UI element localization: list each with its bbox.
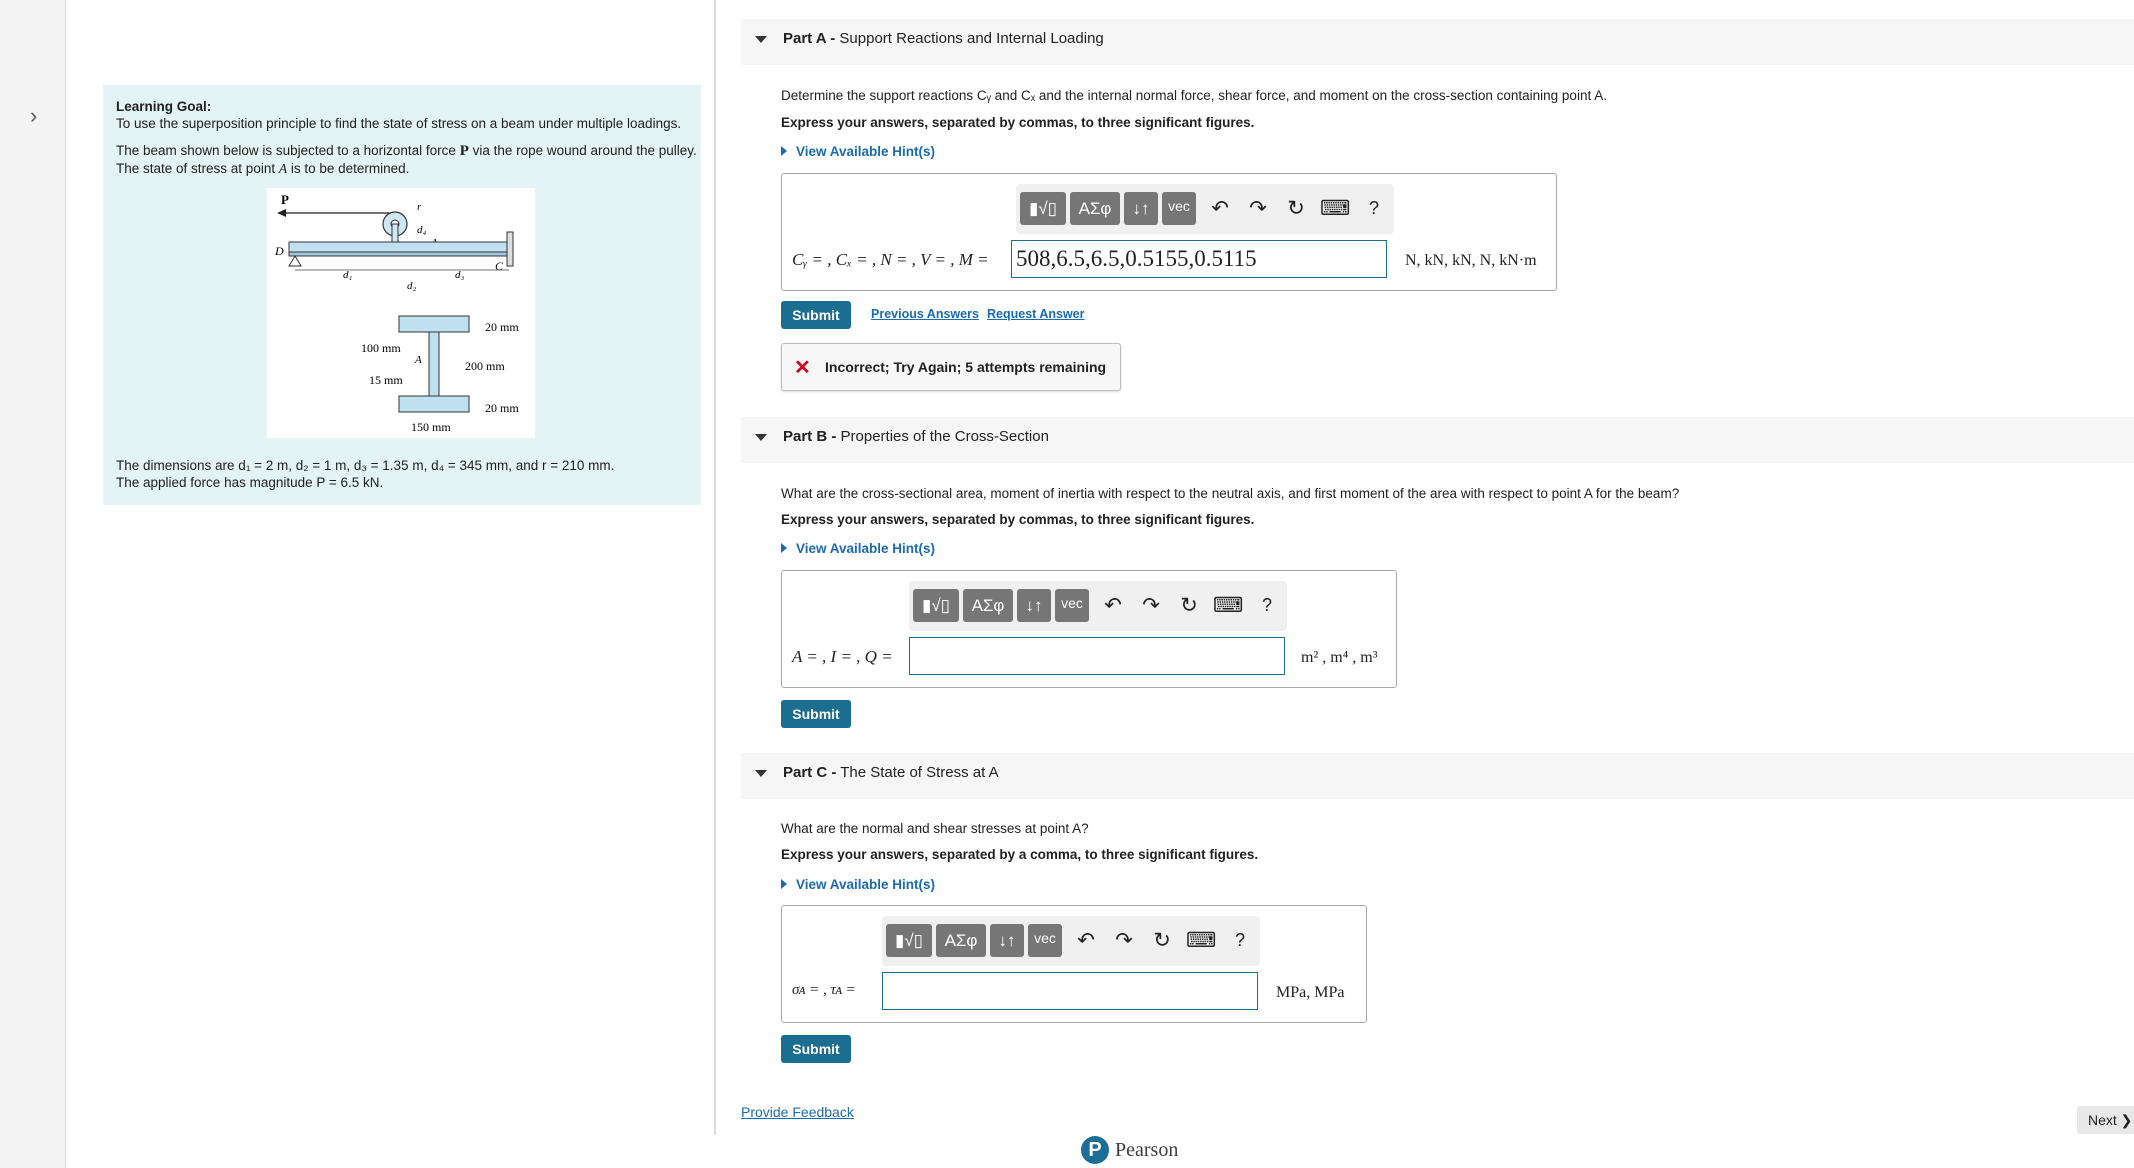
keyboard-icon[interactable]: ⌨ — [1320, 197, 1351, 220]
undo-icon[interactable]: ↶ — [1211, 197, 1229, 220]
reset-icon[interactable]: ↻ — [1287, 197, 1305, 220]
label-d: D — [275, 244, 284, 258]
help-icon[interactable]: ? — [1368, 198, 1379, 218]
left-rail — [0, 0, 66, 1168]
part-a-label: Part A - — [783, 30, 836, 47]
dim-web: 15 mm — [369, 373, 403, 387]
reset-icon[interactable]: ↻ — [1153, 929, 1171, 952]
part-a-title-text: Support Reactions and Internal Loading — [839, 30, 1104, 47]
dim-web-height: 200 mm — [465, 359, 505, 373]
beam-flange — [289, 252, 507, 256]
part-c-label: Part C - — [783, 764, 837, 781]
keyboard-icon[interactable]: ⌨ — [1186, 929, 1217, 952]
part-a-title — [783, 30, 1104, 47]
math-toolbar — [1016, 184, 1394, 234]
pearson-name: Pearson — [1115, 1139, 1179, 1161]
vector-button[interactable]: vec — [1028, 924, 1062, 957]
dims-line-1: The dimensions are d₁ = 2 m, d₂ = 1 m, d₃ = 1.35 m, d₄ = 345 mm, and r = 210 mm. — [116, 458, 615, 473]
math-toolbar — [882, 916, 1260, 966]
part-a-equation-label: Cᵧ = , Cₓ = , N = , V = , M = — [792, 250, 989, 269]
label-a-section: A — [415, 354, 422, 366]
greek-symbols-button[interactable]: ΑΣφ — [1070, 192, 1120, 225]
beam-description — [116, 142, 697, 177]
part-c-units: MPa, MPa — [1276, 984, 1345, 1001]
force-symbol: P — [459, 143, 469, 159]
part-c-submit-button[interactable]: Submit — [781, 1035, 851, 1063]
part-b-units: m² , m⁴ , m³ — [1301, 649, 1378, 666]
part-a-feedback — [781, 343, 1121, 391]
hint-caret-icon — [781, 146, 787, 156]
hint-caret-icon — [781, 543, 787, 553]
part-a-answer-input[interactable]: 508,6.5,6.5,0.5155,0.5115 — [1011, 240, 1387, 278]
part-a-question: Determine the support reactions Cᵧ and Cₓ and the internal normal force, shear force, and moment on the cross-section containing point A. — [781, 88, 1607, 103]
part-c-question: What are the normal and shear stresses at point A? — [781, 821, 1089, 836]
request-answer-link[interactable]: Request Answer — [987, 307, 1085, 321]
beam — [289, 242, 507, 252]
templates-button[interactable]: ▮√▯ — [886, 924, 932, 957]
pane-divider[interactable] — [714, 0, 716, 1135]
keyboard-icon[interactable]: ⌨ — [1213, 594, 1244, 617]
next-button[interactable]: Next ❯ — [2077, 1106, 2134, 1134]
redo-icon[interactable]: ↷ — [1142, 594, 1160, 617]
beam-desc-part4: is to be determined. — [287, 161, 410, 176]
part-a-units: N, kN, kN, N, kN·m — [1405, 252, 1537, 269]
collapse-caret-icon[interactable] — [755, 770, 767, 777]
support-c — [507, 232, 513, 266]
label-d1: d₁ — [343, 269, 353, 281]
undo-icon[interactable]: ↶ — [1104, 594, 1122, 617]
redo-icon[interactable]: ↷ — [1249, 197, 1267, 220]
part-c-title — [783, 764, 999, 781]
part-a-answer-box — [781, 173, 1557, 291]
templates-button[interactable]: ▮√▯ — [1020, 192, 1066, 225]
label-d4: d₄ — [417, 224, 427, 236]
section-bottom-flange — [399, 396, 469, 412]
label-d2: d₂ — [407, 280, 417, 292]
label-p: P — [281, 192, 289, 207]
learning-goal-text: To use the superposition principle to find the state of stress on a beam under multiple loadings. — [116, 116, 682, 131]
point-symbol: A — [278, 161, 288, 176]
hint-caret-icon — [781, 879, 787, 889]
provide-feedback-link[interactable]: Provide Feedback — [741, 1104, 854, 1120]
expand-chevron-icon[interactable]: › — [30, 103, 38, 128]
subscript-superscript-button[interactable]: ↓↑ — [990, 924, 1024, 957]
dimensions-text — [116, 457, 691, 491]
beam-desc-part2: via the rope wound around the pulley. — [468, 143, 697, 158]
part-a-instruction: Express your answers, separated by commas, to three significant figures. — [781, 115, 1255, 130]
collapse-caret-icon[interactable] — [755, 434, 767, 441]
greek-symbols-button[interactable]: ΑΣφ — [963, 589, 1013, 622]
reset-icon[interactable]: ↻ — [1180, 594, 1198, 617]
dim-top-flange: 20 mm — [485, 320, 519, 334]
label-d3: d₃ — [455, 269, 465, 281]
subscript-superscript-button[interactable]: ↓↑ — [1017, 589, 1051, 622]
subscript-superscript-button[interactable]: ↓↑ — [1124, 192, 1158, 225]
force-arrowhead — [277, 209, 286, 217]
section-web — [429, 332, 439, 396]
part-b-equation-label: A = , I = , Q = — [792, 647, 893, 666]
part-c-answer-input[interactable] — [882, 972, 1258, 1010]
pearson-logo-icon: P — [1081, 1136, 1109, 1164]
section-top-flange — [399, 316, 469, 332]
part-b-submit-button[interactable]: Submit — [781, 700, 851, 728]
collapse-caret-icon[interactable] — [755, 36, 767, 43]
math-toolbar — [909, 581, 1287, 631]
support-d — [289, 256, 301, 266]
learning-goal-title: Learning Goal: — [116, 99, 212, 114]
previous-answers-link[interactable]: Previous Answers — [871, 307, 979, 321]
part-a-hint-label: View Available Hint(s) — [796, 144, 936, 159]
part-b-hint-link[interactable] — [781, 541, 935, 556]
vector-button[interactable]: vec — [1055, 589, 1089, 622]
part-a-submit-button[interactable]: Submit — [781, 301, 851, 329]
dim-bottom-flange: 20 mm — [485, 401, 519, 415]
help-icon[interactable]: ? — [1234, 930, 1245, 950]
part-b-header[interactable] — [741, 417, 2134, 463]
templates-button[interactable]: ▮√▯ — [913, 589, 959, 622]
part-b-title-text: Properties of the Cross-Section — [840, 428, 1049, 445]
part-b-instruction: Express your answers, separated by commas, to three significant figures. — [781, 512, 1255, 527]
part-a-hint-link[interactable] — [781, 144, 935, 159]
part-a-header[interactable] — [741, 19, 2134, 65]
part-c-instruction: Express your answers, separated by a comma, to three significant figures. — [781, 847, 1259, 862]
part-c-hint-link[interactable] — [781, 877, 935, 892]
redo-icon[interactable]: ↷ — [1115, 929, 1133, 952]
dims-line-2: The applied force has magnitude P = 6.5 kN. — [116, 475, 384, 490]
beam-desc-part1: The beam shown below is subjected to a horizontal force — [116, 143, 460, 158]
dim-width: 150 mm — [411, 420, 451, 434]
part-b-hint-label: View Available Hint(s) — [796, 541, 936, 556]
part-b-label: Part B - — [783, 428, 837, 445]
vector-button[interactable]: vec — [1162, 192, 1196, 225]
incorrect-x-icon: ✕ — [794, 357, 811, 379]
help-icon[interactable]: ? — [1261, 595, 1272, 615]
label-c: C — [495, 259, 504, 273]
part-c-title-text: The State of Stress at A — [840, 764, 999, 781]
beam-desc-part3: The state of stress at point — [116, 161, 279, 176]
beam-figure — [267, 188, 535, 438]
dim-depth: 100 mm — [361, 341, 401, 355]
part-b-title — [783, 428, 1049, 445]
part-c-equation-label: σᴀ = , τᴀ = — [792, 982, 856, 998]
part-b-answer-box — [781, 570, 1397, 688]
greek-symbols-button[interactable]: ΑΣφ — [936, 924, 986, 957]
feedback-message: Incorrect; Try Again; 5 attempts remaining — [825, 359, 1107, 375]
part-c-answer-box — [781, 905, 1367, 1023]
part-b-answer-input[interactable] — [909, 637, 1285, 675]
beam-diagram-svg — [267, 188, 535, 438]
part-c-header[interactable] — [741, 753, 2134, 799]
label-r: r — [417, 201, 422, 213]
undo-icon[interactable]: ↶ — [1077, 929, 1095, 952]
part-b-question: What are the cross-sectional area, moment of inertia with respect to the neutral axis, and first moment of the area with respect to point A for the beam? — [781, 486, 1680, 501]
learning-goal-panel — [103, 85, 701, 505]
part-c-hint-label: View Available Hint(s) — [796, 877, 936, 892]
